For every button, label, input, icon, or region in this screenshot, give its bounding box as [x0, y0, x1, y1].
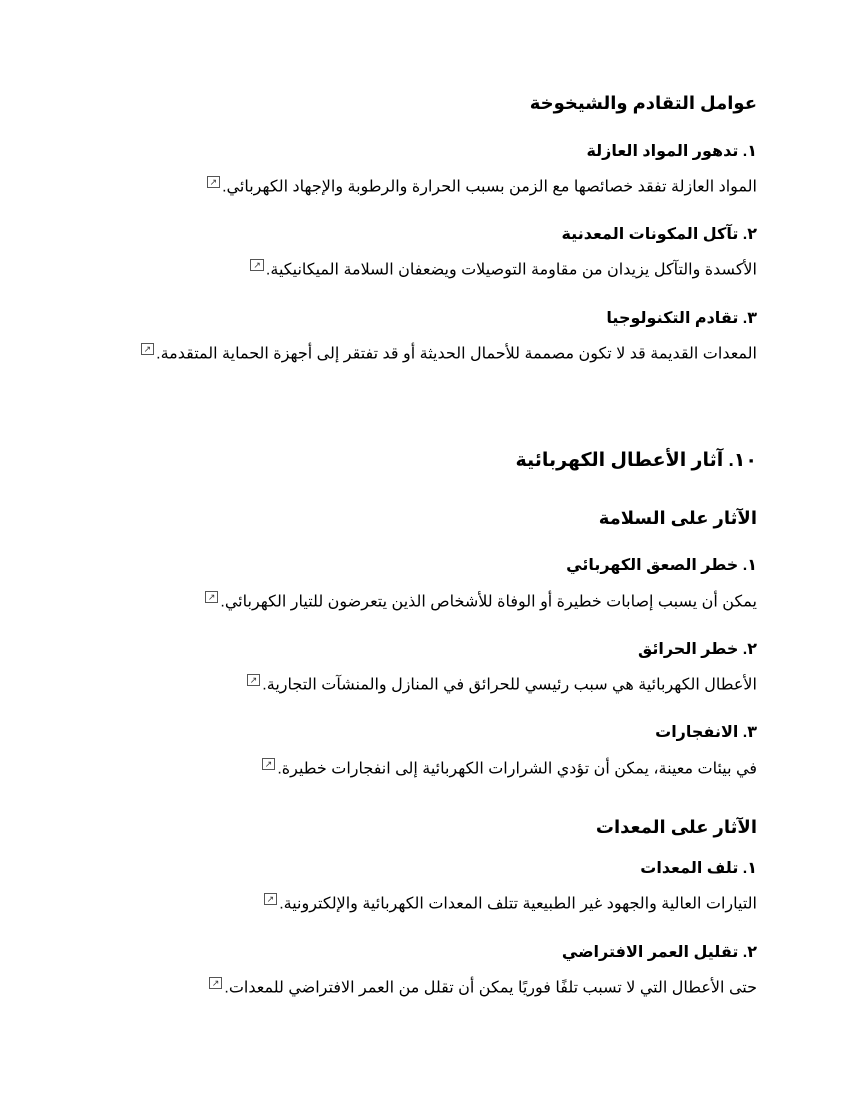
citation-icon[interactable]: ↗ — [141, 343, 155, 355]
equipment-item-1-title: ١. تلف المعدات — [640, 860, 757, 877]
citation-icon[interactable]: ↗ — [209, 977, 223, 989]
subsection-heading-safety: الآثار على السلامة — [598, 508, 757, 528]
aging-item-1-text: المواد العازلة تفقد خصائصها مع الزمن بسبب الحرارة والرطوبة والإجهاد الكهربائي.↗ — [207, 176, 757, 197]
citation-icon[interactable]: ↗ — [205, 591, 219, 603]
citation-icon[interactable]: ↗ — [264, 893, 278, 905]
section-heading-aging: عوامل التقادم والشيخوخة — [529, 93, 757, 113]
equipment-item-2-text: حتى الأعطال التي لا تسبب تلفًا فوريًا يمكن أن تقلل من العمر الافتراضي للمعدات.↗ — [209, 977, 757, 998]
citation-icon[interactable]: ↗ — [207, 176, 221, 188]
aging-item-3-text: المعدات القديمة قد لا تكون مصممة للأحمال الحديثة أو قد تفتقر إلى أجهزة الحماية المتقدمة.↗ — [141, 343, 757, 364]
aging-item-2-text: الأكسدة والتآكل يزيدان من مقاومة التوصيلات ويضعفان السلامة الميكانيكية.↗ — [250, 259, 757, 280]
aging-item-1-title: ١. تدهور المواد العازلة — [586, 143, 757, 160]
equipment-item-1-text: التيارات العالية والجهود غير الطبيعية تتلف المعدات الكهربائية والإلكترونية.↗ — [264, 893, 757, 914]
citation-icon[interactable]: ↗ — [247, 674, 261, 686]
section-heading-effects: ١٠. آثار الأعطال الكهربائية — [515, 450, 757, 471]
aging-item-2-title: ٢. تآكل المكونات المعدنية — [561, 226, 757, 243]
subsection-heading-equipment: الآثار على المعدات — [595, 817, 757, 837]
citation-icon[interactable]: ↗ — [250, 259, 264, 271]
citation-icon[interactable]: ↗ — [262, 758, 276, 770]
safety-item-1-text: يمكن أن يسبب إصابات خطيرة أو الوفاة للأشخاص الذين يتعرضون للتيار الكهربائي.↗ — [205, 591, 757, 612]
safety-item-2-text: الأعطال الكهربائية هي سبب رئيسي للحرائق في المنازل والمنشآت التجارية.↗ — [247, 674, 757, 695]
safety-item-3-text: في بيئات معينة، يمكن أن تؤدي الشرارات الكهربائية إلى انفجارات خطيرة.↗ — [262, 758, 757, 779]
safety-item-2-title: ٢. خطر الحرائق — [637, 641, 757, 658]
aging-item-3-title: ٣. تقادم التكنولوجيا — [606, 310, 757, 327]
safety-item-3-title: ٣. الانفجارات — [655, 724, 757, 741]
safety-item-1-title: ١. خطر الصعق الكهربائي — [566, 557, 757, 574]
equipment-item-2-title: ٢. تقليل العمر الافتراضي — [561, 944, 757, 961]
